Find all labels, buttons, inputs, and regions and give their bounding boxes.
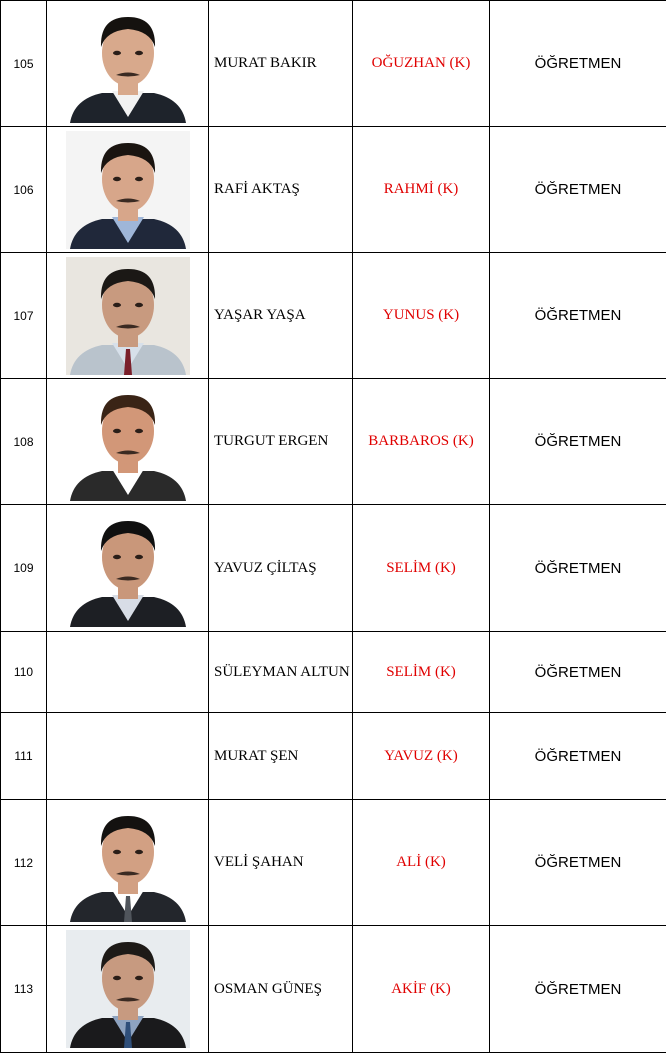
photo-cell: [47, 800, 209, 926]
person-role: ÖĞRETMEN: [490, 800, 666, 926]
table-row: [1, 1, 666, 127]
person-role: ÖĞRETMEN: [490, 713, 666, 800]
person-role: ÖĞRETMEN: [490, 127, 666, 253]
photo-cell: [47, 926, 209, 1053]
person-name: OSMAN GÜNEŞ: [209, 926, 353, 1053]
table-row: [1, 800, 666, 926]
row-number: 110: [1, 632, 47, 713]
portrait-photo: [66, 131, 190, 249]
row-number: 107: [1, 253, 47, 379]
code-name: SELİM (K): [353, 505, 490, 632]
row-number: 111: [1, 713, 47, 800]
photo-cell: [47, 1, 209, 127]
person-name: SÜLEYMAN ALTUN: [209, 632, 353, 713]
code-name: AKİF (K): [353, 926, 490, 1053]
table-row: [1, 379, 666, 505]
table-row: [1, 253, 666, 379]
person-role: ÖĞRETMEN: [490, 926, 666, 1053]
person-role: ÖĞRETMEN: [490, 253, 666, 379]
photo-cell: [47, 379, 209, 505]
person-name: TURGUT ERGEN: [209, 379, 353, 505]
code-name: OĞUZHAN (K): [353, 1, 490, 127]
person-name: MURAT BAKIR: [209, 1, 353, 127]
photo-cell: [47, 713, 209, 800]
portrait-photo: [66, 383, 190, 501]
person-name: VELİ ŞAHAN: [209, 800, 353, 926]
person-name: RAFİ AKTAŞ: [209, 127, 353, 253]
portrait-photo: [66, 930, 190, 1048]
person-name: YAVUZ ÇİLTAŞ: [209, 505, 353, 632]
code-name: ALİ (K): [353, 800, 490, 926]
row-number: 113: [1, 926, 47, 1053]
person-role: ÖĞRETMEN: [490, 1, 666, 127]
row-number: 108: [1, 379, 47, 505]
person-name: MURAT ŞEN: [209, 713, 353, 800]
code-name: BARBAROS (K): [353, 379, 490, 505]
person-role: ÖĞRETMEN: [490, 505, 666, 632]
person-role: ÖĞRETMEN: [490, 632, 666, 713]
portrait-photo: [66, 257, 190, 375]
portrait-photo: [66, 5, 190, 123]
code-name: YAVUZ (K): [353, 713, 490, 800]
row-number: 105: [1, 1, 47, 127]
person-role: ÖĞRETMEN: [490, 379, 666, 505]
person-name: YAŞAR YAŞA: [209, 253, 353, 379]
table-row: [1, 505, 666, 632]
code-name: SELİM (K): [353, 632, 490, 713]
code-name: YUNUS (K): [353, 253, 490, 379]
portrait-photo: [66, 804, 190, 922]
code-name: RAHMİ (K): [353, 127, 490, 253]
portrait-photo: [66, 509, 190, 627]
row-number: 112: [1, 800, 47, 926]
table-row: [1, 926, 666, 1053]
photo-cell: [47, 632, 209, 713]
row-number: 106: [1, 127, 47, 253]
photo-cell: [47, 505, 209, 632]
table-row: [1, 713, 666, 800]
photo-cell: [47, 127, 209, 253]
photo-cell: [47, 253, 209, 379]
row-number: 109: [1, 505, 47, 632]
table-row: [1, 632, 666, 713]
table-row: [1, 127, 666, 253]
